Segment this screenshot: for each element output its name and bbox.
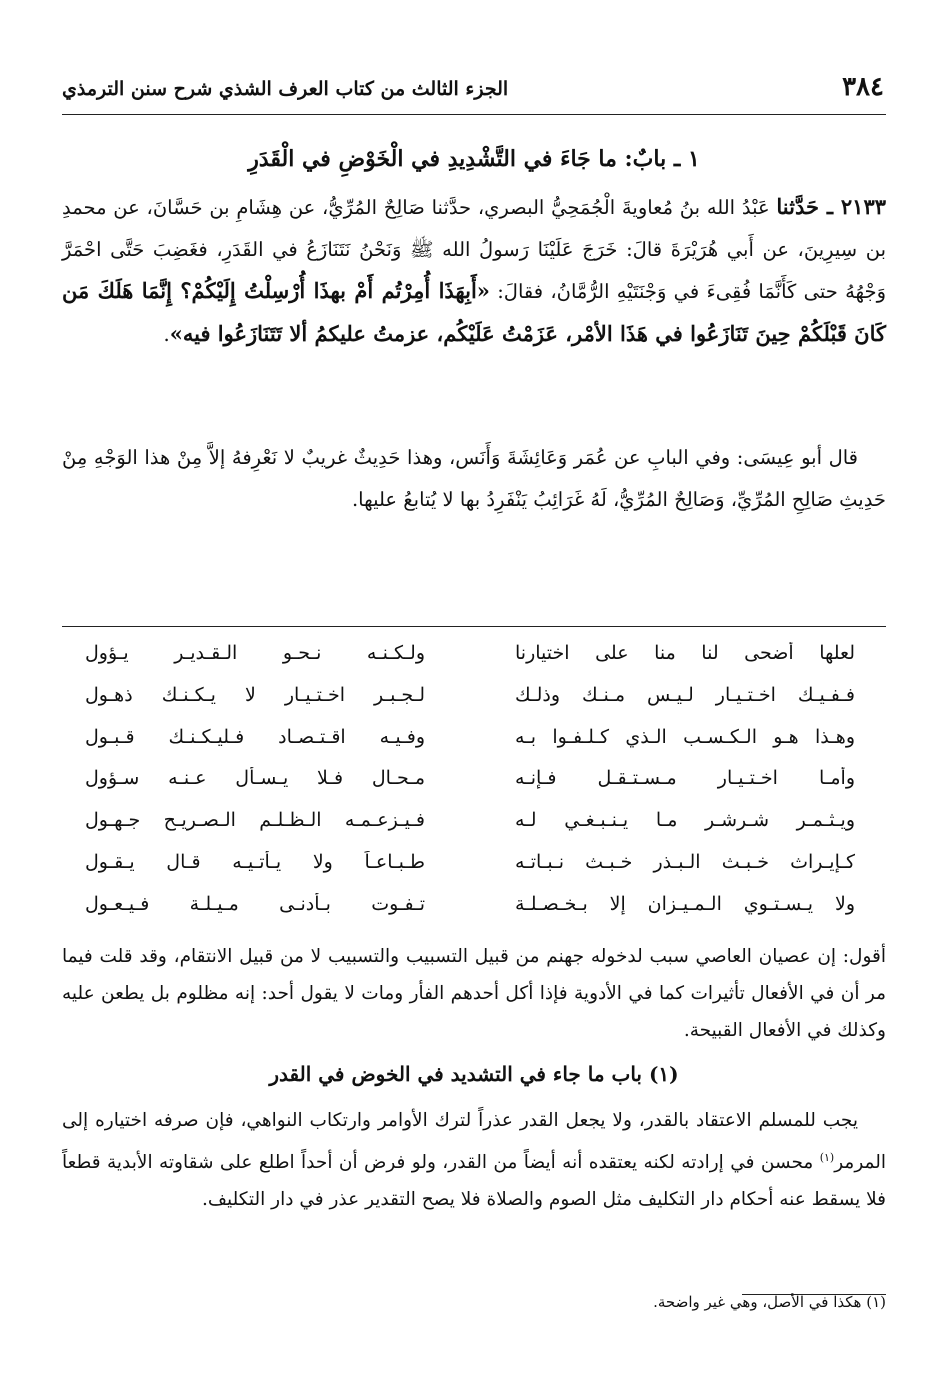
verse-first-hemistich: كـإيـراث خـبـث الـبـذر خـبـث نـبـاتـه xyxy=(515,850,855,873)
author-note: أقول: إن عصيان العاصي سبب لدخوله جهنم من قبيل التسبيب والتسبيب لا من قبيل الانتقام، وقد قلت فيما مر أن في الأفعال تأثيرات كما في الأدوية فإذا أكل أحدهم الفأر ومات لا يقول أحد: إنه مظلوم بل يطعن عليه وكذلك في الأفعال القبيحة. xyxy=(62,946,886,1041)
verse-second-hemistich: لـجـبـر اخـتـيـار لا يـكـنـك ذهـول xyxy=(85,683,425,706)
page-number: ٣٨٤ xyxy=(842,72,884,102)
separator-line xyxy=(62,626,886,627)
running-title: الجزء الثالث من كتاب العرف الشذي شرح سنن الترمذي xyxy=(62,78,509,100)
commentary-text-before: يجب للمسلم الاعتقاد بالقدر، ولا يجعل القدر عذراً لترك الأوامر وارتكاب النواهي، فإن صرفه اختياره إلى المرمر xyxy=(62,1110,886,1174)
page-header xyxy=(62,64,886,115)
chapter-title: ١ ـ بابٌ: ما جَاءَ في التَّشْدِيدِ في الْخَوْضِ في الْقَدَرِ xyxy=(248,146,700,172)
poem-verse xyxy=(85,851,855,893)
poem-verse xyxy=(85,767,855,809)
verse-first-hemistich: وهـذا هـو الـكـسـب الـذي كـلـفـوا بـه xyxy=(515,725,855,748)
poem xyxy=(85,642,855,935)
verse-first-hemistich: ويـثـمـر شـرشـر مـا يـنـبـغـي لـه xyxy=(515,809,855,832)
commentary-body xyxy=(62,1102,886,1218)
footnote: (١) هكذا في الأصل، وهي غير واضحة. xyxy=(653,1293,886,1311)
poem-verse xyxy=(85,642,855,684)
poem-verse xyxy=(85,684,855,726)
verse-second-hemistich: تـفـوت بـأدنـى مـيـلـة فـيـعـول xyxy=(85,892,425,915)
verse-second-hemistich: فـيـزعـمـه الـظـلـم الـصـريـح جـهـول xyxy=(85,809,425,832)
hadith-quote: «أَبِهَذَا أُمِرْتُم أَمْ بهذَا أُرْسِلْتُ إِلَيْكُمْ؟ إِنَّمَا هَلَكَ مَن كَانَ قَبْلَكُمْ حِينَ تَنَازَعُوا في هَذَا الأمْر، عَزَمْتُ عَلَيْكُم، عزمتُ عليكمُ ألا تَتَنَازَعُوا فيه» xyxy=(62,278,886,346)
verse-second-hemistich: ولـكـنـه نـحـو الـقـديـر يـؤول xyxy=(85,642,425,664)
verse-second-hemistich: طـبـاعـاً ولا يـأتـيـه قـال يـقـول xyxy=(85,850,425,873)
hadith-number: ٢١٣٣ ـ حَدَّثنا xyxy=(776,194,887,219)
hadith-chain: عَبْدُ الله بنُ مُعاويةَ الْجُمَحِيُّ البصري، حدَّثنا صَالِحٌ المُرِّيُّ، عن هِشَامِ بن حَسَّانَ، عن محمدِ بن سِيرِينَ، عن أَبي هُرَيْرَةَ قالَ: خَرَجَ عَلَيْنَا رَسولُ الله ﷺ وَنَحْنُ نَتَنَازَعُ في القَدَرِ، فغَضِبَ حَتَّى احْمَرَّ وَجْهُهُ حتى كَأَنَّمَا فُقِىءَ في وَجْنَتَيْهِ الرُّمَّانُ، فقالَ: xyxy=(62,196,886,303)
verse-first-hemistich: ولا يـسـتـوي الـمـيـزان إلا بـخـصـلـة xyxy=(515,892,855,915)
verse-second-hemistich: وفـيـه اقـتـصـاد فـليـكـنـك قـبـول xyxy=(85,725,425,748)
tirmidhi-comment: قال أبو عِيسَى: وفي البابِ عن عُمَر وَعَائِشَةَ وَأَنَس، وهذا حَدِيثٌ غريبٌ لا نَعْرِفهُ إلاَّ مِنْ هذا الوَجْهِ مِنْ حَدِيثِ صَالِحِ المُرِّيِّ، وَصَالِحٌ المُرِّيُّ، لَهُ غَرَائِبُ يَنْفَرِدُ بها لا يُتابعُ عليها. xyxy=(62,446,886,511)
commentary-text-after: محسن في إرادته لكنه يعتقده أنه أيضاً من القدر، ولو فرض أن أحداً اطلع على شقاوته الأبدية قطعاً فلا يسقط عنه أحكام دار التكليف مثل الصوم والصلاة فلا يصح التقدير عذر في دار التكليف. xyxy=(62,1152,886,1211)
poem-verse xyxy=(85,893,855,935)
poem-verse xyxy=(85,726,855,768)
hadith-block xyxy=(62,186,886,355)
verse-first-hemistich: وأمـا اخـتـيـار مـسـتـقـل فـإنـه xyxy=(515,767,855,790)
verse-first-hemistich: فـفـيـك اخـتـيـار لـيـس مـنـك وذلـك xyxy=(515,683,855,706)
verse-first-hemistich: لعلها أضحى لنا منا على اختيارنا xyxy=(515,642,855,664)
verse-second-hemistich: مـحـال فـلا يـسـأل عـنـه سـؤول xyxy=(85,767,425,790)
hadith-end: . xyxy=(163,322,170,346)
commentary-title: (١) باب ما جاء في التشديد في الخوض في القدر xyxy=(269,1062,679,1086)
poem-verse xyxy=(85,809,855,851)
footnote-marker[interactable]: (١) xyxy=(819,1151,835,1164)
